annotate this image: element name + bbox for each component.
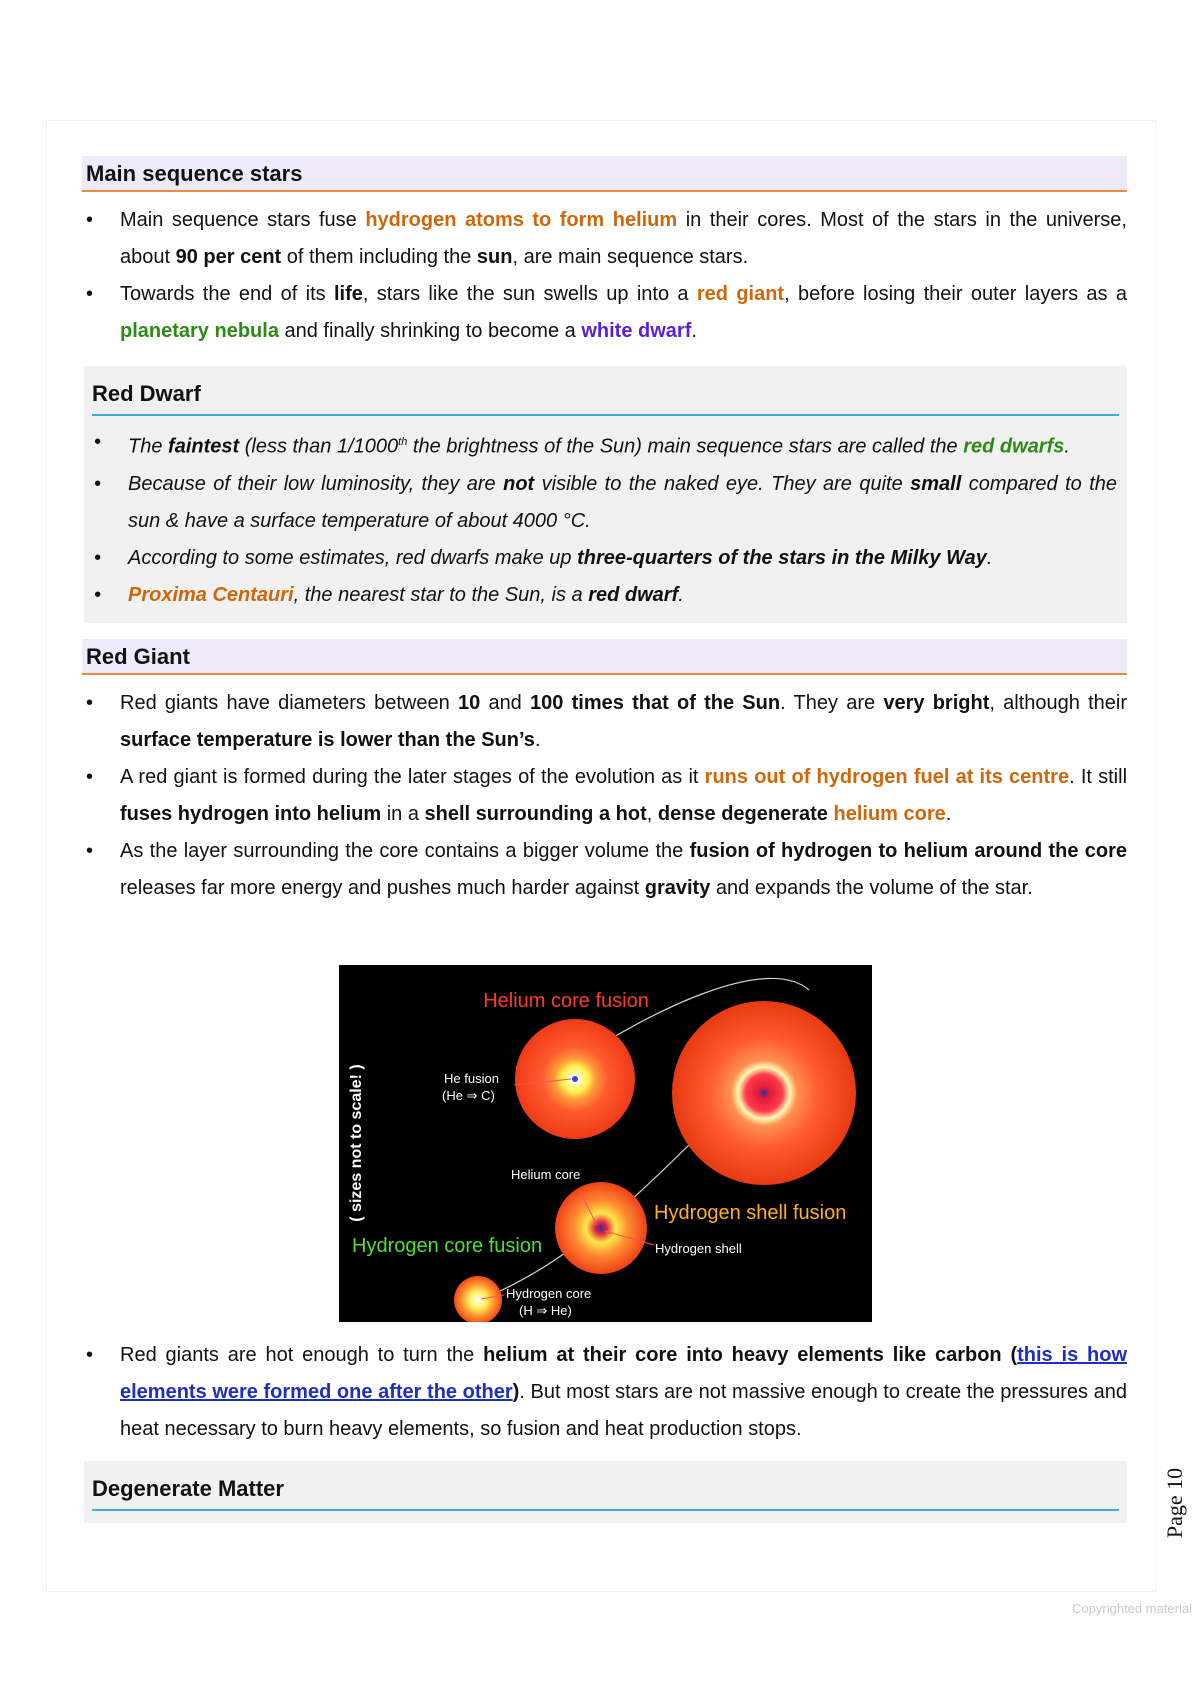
hydrogen-core-star bbox=[454, 1276, 502, 1322]
list-item: • Red giants have diameters between 10 and 100 times that of the Sun. They are very bright, although their surface temperature is lower than the Sun’s. bbox=[84, 685, 1127, 759]
heading-main-sequence: Main sequence stars bbox=[82, 156, 1127, 192]
hydrogen-core-formula: (H ⇒ He) bbox=[519, 1303, 572, 1318]
he-fusion-formula: (He ⇒ C) bbox=[442, 1088, 495, 1103]
list-item: • Towards the end of its life, stars like the sun swells up into a red giant, before losing their outer layers as a planetary nebula and finally shrinking to become a white dwarf. bbox=[84, 276, 1127, 350]
red-giant-list-continued bbox=[84, 1337, 1127, 1448]
list-item: • A red giant is formed during the later stages of the evolution as it runs out of hydrogen fuel at its centre. It still fuses hydrogen into helium in a shell surrounding a hot, dense degenerate helium core. bbox=[84, 759, 1127, 833]
red-giant-star bbox=[672, 1001, 856, 1185]
star-evolution-figure bbox=[339, 965, 872, 1322]
sizes-not-to-scale-note: ( sizes not to scale! ) bbox=[348, 1064, 365, 1222]
he-fusion-label: He fusion bbox=[444, 1071, 499, 1086]
helium-core-fusion-label: Helium core fusion bbox=[483, 990, 649, 1012]
red-dwarf-list bbox=[92, 424, 1117, 614]
list-item: • As the layer surrounding the core contains a bigger volume the fusion of hydrogen to helium around the core releases far more energy and pushes much harder against gravity and expands the volume of the star. bbox=[84, 833, 1127, 907]
list-item: • According to some estimates, red dwarfs make up three-quarters of the stars in the Milky Way. bbox=[92, 540, 1117, 577]
list-item: • Because of their low luminosity, they are not visible to the naked eye. They are quite small compared to the sun & have a surface temperature of about 4000 °C. bbox=[92, 466, 1117, 540]
hydrogen-shell-fusion-label: Hydrogen shell fusion bbox=[654, 1202, 847, 1224]
elements-formation-link[interactable]: this is how elements were formed one after the other bbox=[120, 1344, 1128, 1403]
main-sequence-list bbox=[84, 202, 1127, 350]
hydrogen-shell-star bbox=[555, 1182, 647, 1274]
helium-core-dot bbox=[572, 1076, 578, 1082]
star-evolution-diagram bbox=[339, 965, 872, 1322]
heading-degenerate-matter: Degenerate Matter bbox=[92, 1461, 1119, 1511]
list-item: • Proxima Centauri, the nearest star to the Sun, is a red dwarf. bbox=[92, 577, 1117, 614]
heading-red-giant: Red Giant bbox=[82, 639, 1127, 675]
list-item: • Red giants are hot enough to turn the helium at their core into heavy elements like carbon (this is how elements were formed one after the other). But most stars are not massive enough to create the pressures and heat necessary to burn heavy elements, so fusion and heat production stops. bbox=[84, 1337, 1127, 1448]
page-number: Page 10 bbox=[1162, 1467, 1187, 1539]
degenerate-matter-box bbox=[84, 1461, 1127, 1523]
red-dwarf-box bbox=[84, 366, 1127, 623]
list-item: • The faintest (less than 1/1000th the brightness of the Sun) main sequence stars are called the red dwarfs. bbox=[92, 424, 1117, 466]
list-item: • Main sequence stars fuse hydrogen atoms to form helium in their cores. Most of the stars in the universe, about 90 per cent of them including the sun, are main sequence stars. bbox=[84, 202, 1127, 276]
hydrogen-core-fusion-label: Hydrogen core fusion bbox=[352, 1235, 543, 1257]
copyright-watermark: Copyrighted material bbox=[1072, 1601, 1192, 1616]
helium-core-label: Helium core bbox=[511, 1167, 581, 1182]
heading-red-dwarf: Red Dwarf bbox=[92, 366, 1119, 416]
hydrogen-shell-label: Hydrogen shell bbox=[655, 1241, 742, 1256]
red-giant-list bbox=[84, 685, 1127, 907]
hydrogen-core-label: Hydrogen core bbox=[506, 1286, 592, 1301]
